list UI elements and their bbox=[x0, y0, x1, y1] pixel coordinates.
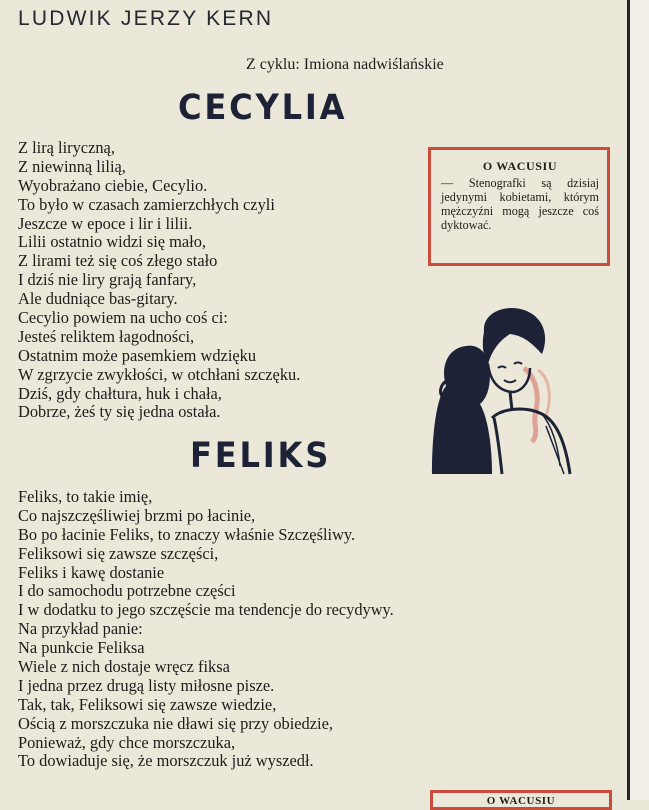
page-margin bbox=[630, 0, 649, 800]
poem-line: I jedna przez drugą listy miłosne pisze. bbox=[18, 675, 275, 695]
sidebar-joke-text: — Stenografki są dzisiaj jedynymi kobietami, którym mężczyźni mogą jeszcze coś dyktować. bbox=[441, 176, 599, 232]
poem-line: Dziś, gdy chałtura, huk i chała, bbox=[18, 383, 222, 403]
poem-line: Tak, tak, Feliksowi się zawsze wiedzie, bbox=[18, 694, 277, 714]
poem-line: Na przykład panie: bbox=[18, 619, 143, 639]
poem-line: Wiele z nich dostaje wręcz fiksa bbox=[18, 657, 230, 677]
poem-line: Feliksowi się zawsze szczęści, bbox=[18, 543, 219, 563]
man-figure bbox=[432, 346, 492, 474]
poem-cecylia bbox=[18, 139, 300, 422]
poem-line: Z lirami też się coś złego stało bbox=[18, 251, 218, 271]
poem-line: Ponieważ, gdy chce morszczuka, bbox=[18, 732, 236, 752]
author-name: LUDWIK JERZY KERN bbox=[18, 7, 274, 30]
poem-line: Ością z morszczuka nie dławi się przy obiedzie, bbox=[18, 713, 333, 733]
poem-feliks bbox=[18, 488, 394, 771]
poem-line: Feliks i kawę dostanie bbox=[18, 562, 165, 582]
poem-line: Ale dudniące bas-gitary. bbox=[18, 289, 178, 309]
poem-line: Jesteś reliktem łagodności, bbox=[18, 326, 195, 346]
sidebar-joke-box bbox=[428, 147, 610, 266]
poem-line: Bo po łacinie Feliks, to znaczy właśnie Szczęśliwy. bbox=[18, 524, 356, 544]
poem-line: I w dodatku to jego szczęście ma tendencje do recydywy. bbox=[18, 600, 394, 620]
poem-line: Feliks, to takie imię, bbox=[18, 487, 153, 506]
woman-eyes bbox=[498, 363, 522, 369]
poem-line: To dowiaduje się, że morszczuk już wyszedł. bbox=[18, 751, 314, 771]
ink-smudge bbox=[538, 370, 549, 416]
cycle-subtitle: Z cyklu: Imiona nadwiślańskie bbox=[246, 56, 444, 73]
ink-smudge bbox=[524, 368, 537, 442]
poem-line: Dobrze, żeś ty się jedna ostała. bbox=[18, 402, 221, 422]
poem-line: Co najszczęśliwiej brzmi po łacinie, bbox=[18, 505, 256, 525]
woman-hair bbox=[483, 308, 545, 364]
poem-line: I do samochodu potrzebne części bbox=[18, 581, 236, 601]
next-joke-box: O WACUSIU bbox=[430, 790, 612, 810]
poem-line: Jeszcze w epoce i lir i lilii. bbox=[18, 213, 193, 233]
poem-line: Wyobrażano ciebie, Cecylio. bbox=[18, 175, 208, 195]
sidebar-joke-title: O WACUSIU bbox=[482, 159, 558, 173]
woman-body-outline bbox=[492, 392, 570, 474]
poem-line: Lilii ostatnio widzi się mało, bbox=[18, 232, 207, 252]
poem-title-feliks: FELIKS bbox=[190, 436, 332, 476]
poem-line: W zgrzycie zwykłości, w otchłani szczęku. bbox=[18, 364, 301, 384]
poem-title-cecylia: CECYLIA bbox=[178, 88, 348, 128]
poem-line: Z lirą liryczną, bbox=[18, 138, 115, 157]
couple-illustration bbox=[426, 306, 590, 478]
poem-line: To było w czasach zamierzchłych czyli bbox=[18, 194, 275, 214]
poem-line: Z niewinną lilią, bbox=[18, 156, 126, 176]
woman-face bbox=[488, 364, 530, 392]
poem-line: Cecylio powiem na ucho coś ci: bbox=[18, 308, 228, 328]
poem-line: Na punkcie Feliksa bbox=[18, 638, 145, 658]
poem-line: I dziś nie liry grają fanfary, bbox=[18, 270, 197, 290]
woman-mouth bbox=[504, 380, 516, 382]
woman-arm bbox=[494, 418, 502, 474]
poem-line: Ostatnim może pasemkiem wdzięku bbox=[18, 345, 257, 365]
